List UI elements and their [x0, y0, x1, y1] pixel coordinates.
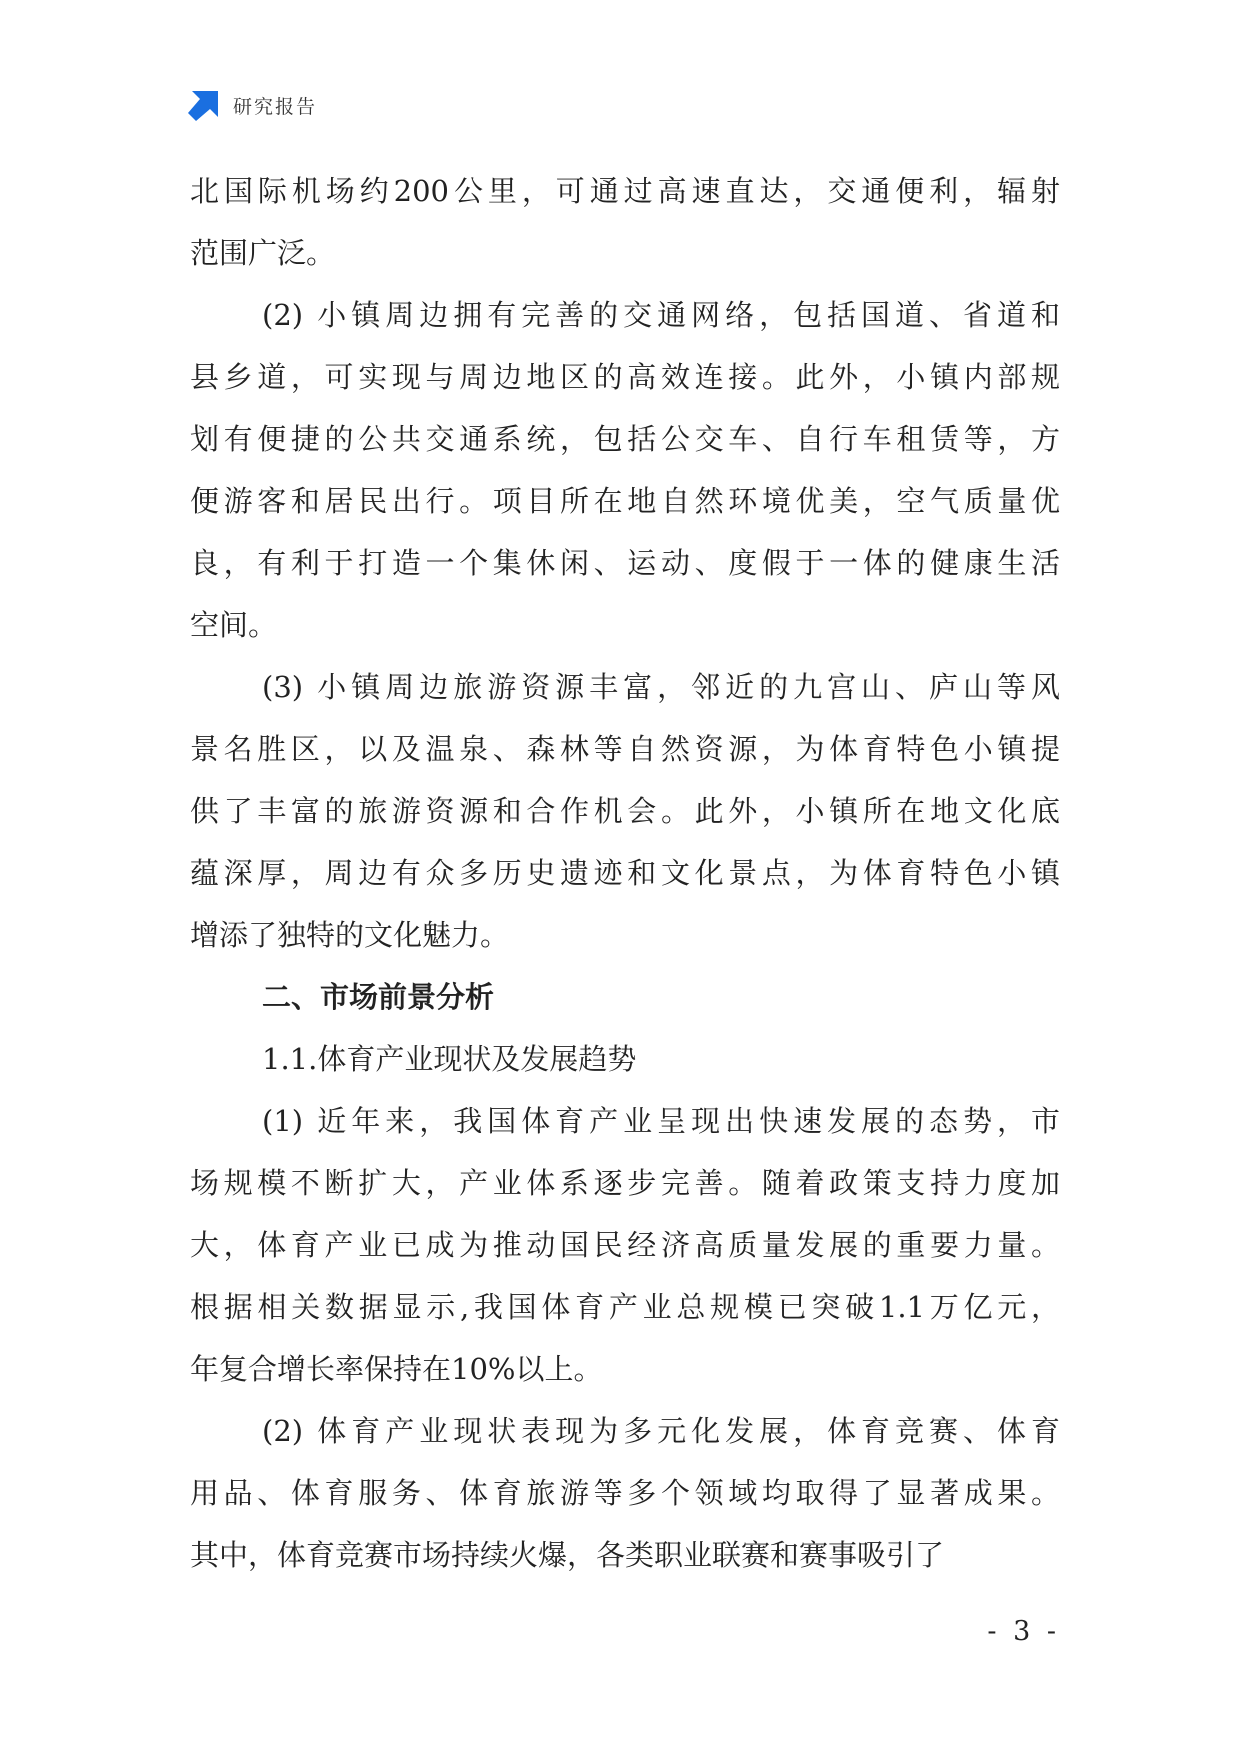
paragraph-line: (2) 体育产业现状表现为多元化发展，体育竞赛、体育: [262, 1414, 1060, 1448]
page-number: - 3 -: [987, 1616, 1060, 1647]
paragraph: [190, 284, 1060, 656]
paragraph-line: 增添了独特的文化魅力。: [190, 918, 510, 952]
paragraph-line: (2) 小镇周边拥有完善的交通网络，包括国道、省道和: [262, 298, 1060, 332]
paragraph-line: 其中，体育竞赛市场持续火爆，各类职业联赛和赛事吸引了: [190, 1538, 945, 1572]
paragraph: [190, 160, 1060, 284]
paragraph-line: 用品、体育服务、体育旅游等多个领域均取得了显著成果。: [190, 1476, 1060, 1510]
paragraph-line: (1) 近年来，我国体育产业呈现出快速发展的态势，市: [262, 1104, 1060, 1138]
paragraph-line: 供了丰富的旅游资源和合作机会。此外，小镇所在地文化底: [190, 794, 1060, 828]
paragraph: [190, 1090, 1060, 1400]
paragraph-line: 划有便捷的公共交通系统，包括公交车、自行车租赁等，方: [190, 422, 1060, 456]
paragraph-line: 景名胜区，以及温泉、森林等自然资源，为体育特色小镇提: [190, 732, 1060, 766]
section-heading: 二、市场前景分析: [262, 980, 495, 1014]
document-header: [188, 88, 317, 122]
paragraph-line: 县乡道，可实现与周边地区的高效连接。此外，小镇内部规: [190, 360, 1060, 394]
paragraph: [190, 656, 1060, 966]
paragraph-line: 北国际机场约200公里，可通过高速直达，交通便利，辐射: [190, 174, 1060, 208]
paragraph-line: 场规模不断扩大，产业体系逐步完善。随着政策支持力度加: [190, 1166, 1060, 1200]
paragraph-line: (3) 小镇周边旅游资源丰富，邻近的九宫山、庐山等风: [262, 670, 1060, 704]
paragraph-line: 大，体育产业已成为推动国民经济高质量发展的重要力量。: [190, 1228, 1060, 1262]
paragraph-line: 根据相关数据显示,我国体育产业总规模已突破1.1万亿元，: [190, 1290, 1060, 1324]
paragraph-line: 年复合增长率保持在10%以上。: [190, 1352, 603, 1386]
subsection-heading: 1.1.体育产业现状及发展趋势: [262, 1042, 637, 1076]
document-body: [190, 160, 1060, 1586]
paragraph-line: 良，有利于打造一个集休闲、运动、度假于一体的健康生活: [190, 546, 1060, 580]
paragraph: [190, 1400, 1060, 1586]
paragraph-line: 蕴深厚，周边有众多历史遗迹和文化景点，为体育特色小镇: [190, 856, 1060, 890]
header-title: 研究报告: [233, 95, 318, 118]
paragraph-line: 范围广泛。: [190, 236, 336, 270]
paragraph-line: 便游客和居民出行。项目所在地自然环境优美，空气质量优: [190, 484, 1060, 518]
arrow-up-right-icon: [188, 89, 220, 121]
paragraph-line: 空间。: [190, 608, 278, 642]
